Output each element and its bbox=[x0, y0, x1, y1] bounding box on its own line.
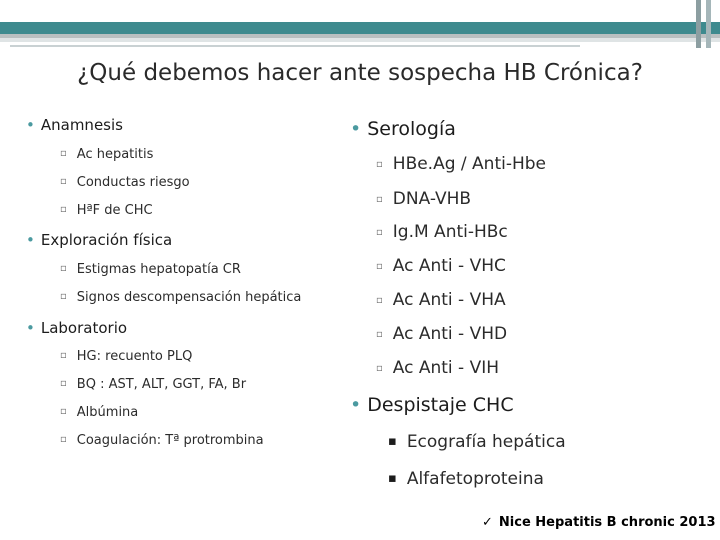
square-bullet-icon: ▫ bbox=[60, 406, 67, 417]
list-item-label: HG: recuento PLQ bbox=[76, 349, 193, 364]
square-bullet-icon: ▫ bbox=[60, 176, 67, 187]
corner-decoration bbox=[706, 0, 711, 48]
list-item bbox=[376, 290, 506, 310]
list-item-label: Ac hepatitis bbox=[76, 147, 154, 162]
list-item-label: Ecografía hepática bbox=[406, 432, 566, 452]
section-anamnesis bbox=[26, 116, 123, 134]
section-despistaje bbox=[350, 394, 514, 416]
list-item-label: BQ : AST, ALT, GGT, FA, Br bbox=[76, 377, 247, 392]
list-item bbox=[60, 349, 192, 364]
list-item-label: Conductas riesgo bbox=[76, 175, 190, 190]
footnote-text: Nice Hepatitis B chronic 2013 bbox=[498, 515, 716, 530]
square-bullet-icon: ▫ bbox=[376, 295, 383, 306]
square-bullet-icon: ▫ bbox=[60, 263, 67, 274]
filled-square-bullet-icon: ▪ bbox=[388, 434, 397, 449]
section-label: Laboratorio bbox=[40, 319, 128, 337]
list-item-label: Ac Anti - VHC bbox=[392, 256, 506, 276]
list-item-label: Ac Anti - VHA bbox=[392, 290, 506, 310]
square-bullet-icon: ▫ bbox=[60, 291, 67, 302]
bullet-dot-icon: • bbox=[26, 116, 35, 134]
list-item-label: Ig.M Anti-HBc bbox=[392, 222, 508, 242]
list-item-label: Signos descompensación hepática bbox=[76, 290, 302, 305]
filled-square-bullet-icon: ▪ bbox=[388, 471, 397, 486]
square-bullet-icon: ▫ bbox=[376, 329, 383, 340]
section-label: Exploración física bbox=[40, 231, 173, 249]
source-footnote bbox=[482, 515, 716, 530]
title-underline bbox=[10, 45, 580, 47]
list-item bbox=[376, 324, 507, 344]
section-label: Anamnesis bbox=[40, 116, 123, 134]
section-label: Serología bbox=[367, 118, 456, 140]
section-serologia bbox=[350, 118, 456, 140]
section-label: Despistaje CHC bbox=[367, 394, 514, 416]
list-item bbox=[376, 256, 506, 276]
bullet-dot-icon: • bbox=[350, 394, 362, 416]
list-item bbox=[376, 222, 508, 242]
section-laboratorio bbox=[26, 319, 127, 337]
square-bullet-icon: ▫ bbox=[60, 350, 67, 361]
list-item-label: Albúmina bbox=[76, 405, 139, 420]
list-item-label: Coagulación: Tª protrombina bbox=[76, 433, 264, 448]
bullet-dot-icon: • bbox=[350, 118, 362, 140]
square-bullet-icon: ▫ bbox=[376, 227, 383, 238]
list-item-label: HªF de CHC bbox=[76, 203, 153, 218]
square-bullet-icon: ▫ bbox=[60, 148, 67, 159]
square-bullet-icon: ▫ bbox=[60, 378, 67, 389]
list-item-label: Ac Anti - VHD bbox=[392, 324, 508, 344]
square-bullet-icon: ▫ bbox=[376, 261, 383, 272]
list-item bbox=[376, 189, 471, 209]
list-item bbox=[60, 175, 190, 190]
list-item-label: HBe.Ag / Anti-Hbe bbox=[392, 154, 547, 174]
corner-decoration bbox=[696, 0, 701, 48]
list-item bbox=[60, 147, 153, 162]
header-band-light bbox=[0, 38, 720, 42]
bullet-dot-icon: • bbox=[26, 319, 35, 337]
list-item bbox=[60, 203, 153, 218]
list-item-label: Ac Anti - VIH bbox=[392, 358, 500, 378]
bullet-dot-icon: • bbox=[26, 231, 35, 249]
list-item bbox=[60, 262, 241, 277]
list-item bbox=[60, 405, 138, 420]
list-item-label: DNA-VHB bbox=[392, 189, 472, 209]
list-item-label: Alfafetoproteina bbox=[406, 469, 544, 489]
square-bullet-icon: ▫ bbox=[376, 363, 383, 374]
square-bullet-icon: ▫ bbox=[60, 434, 67, 445]
list-item bbox=[60, 433, 264, 448]
checkmark-icon: ✓ bbox=[482, 515, 493, 530]
square-bullet-icon: ▫ bbox=[60, 204, 67, 215]
list-item bbox=[388, 469, 544, 489]
square-bullet-icon: ▫ bbox=[376, 159, 383, 170]
square-bullet-icon: ▫ bbox=[376, 194, 383, 205]
header-band bbox=[0, 22, 720, 34]
list-item-label: Estigmas hepatopatía CR bbox=[76, 262, 241, 277]
list-item bbox=[388, 432, 566, 452]
section-exploracion bbox=[26, 231, 172, 249]
slide-title: ¿Qué debemos hacer ante sospecha HB Crónica? bbox=[77, 60, 643, 86]
list-item bbox=[60, 377, 246, 392]
list-item bbox=[60, 290, 301, 305]
list-item bbox=[376, 154, 546, 174]
list-item bbox=[376, 358, 499, 378]
